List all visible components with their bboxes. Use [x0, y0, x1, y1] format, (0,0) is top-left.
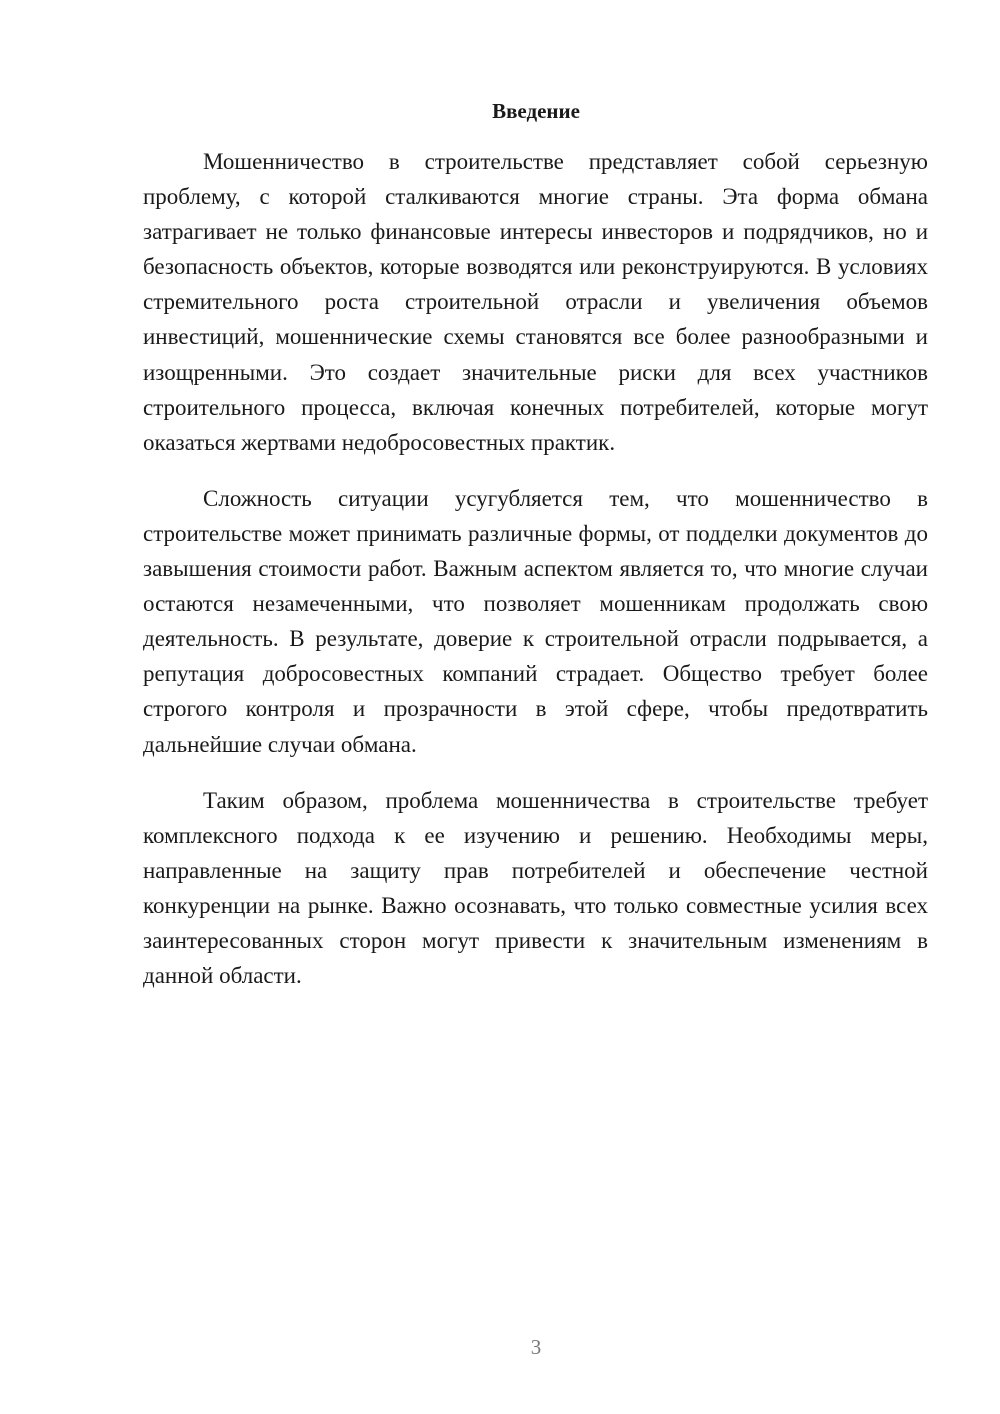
paragraph-1: Мошенничество в строительстве представляет собой серьезную проблему, с которой сталкиваются многие страны. Эта форма обмана затрагивает не только финансовые интересы инвесторов и подрядчиков, но и безопасность объектов, которые возводятся или реконструируются. В условиях стремительного роста строительной отрасли и увеличения объемов инвестиций, мошеннические схемы становятся все более разнообразными и изощренными. Это создает значительные риски для всех участников строительного процесса, включая конечных потребителей, которые могут оказаться жертвами недобросовестных практик. [143, 149, 928, 455]
page-title: Введение [492, 99, 580, 123]
paragraph-3: Таким образом, проблема мошенничества в строительстве требует комплексного подхода к ее изучению и решению. Необходимы меры, направленные на защиту прав потребителей и обеспечение честной конкуренции на рынке. Важно осознавать, что только совместные усилия всех заинтересованных сторон могут привести к значительным изменениям в данной области. [143, 787, 928, 989]
page-number: 3 [530, 1335, 542, 1359]
document-body [143, 144, 928, 1014]
paragraph-2: Сложность ситуации усугубляется тем, что мошенничество в строительстве может принимать различные формы, от подделки документов до завышения стоимости работ. Важным аспектом является то, что многие случаи остаются незамеченными, что позволяет мошенникам продолжать свою деятельность. В результате, доверие к строительной отрасли подрывается, а репутация добросовестных компаний страдает. Общество требует более строгого контроля и прозрачности в этой сфере, чтобы предотвратить дальнейшие случаи обмана. [143, 485, 928, 757]
